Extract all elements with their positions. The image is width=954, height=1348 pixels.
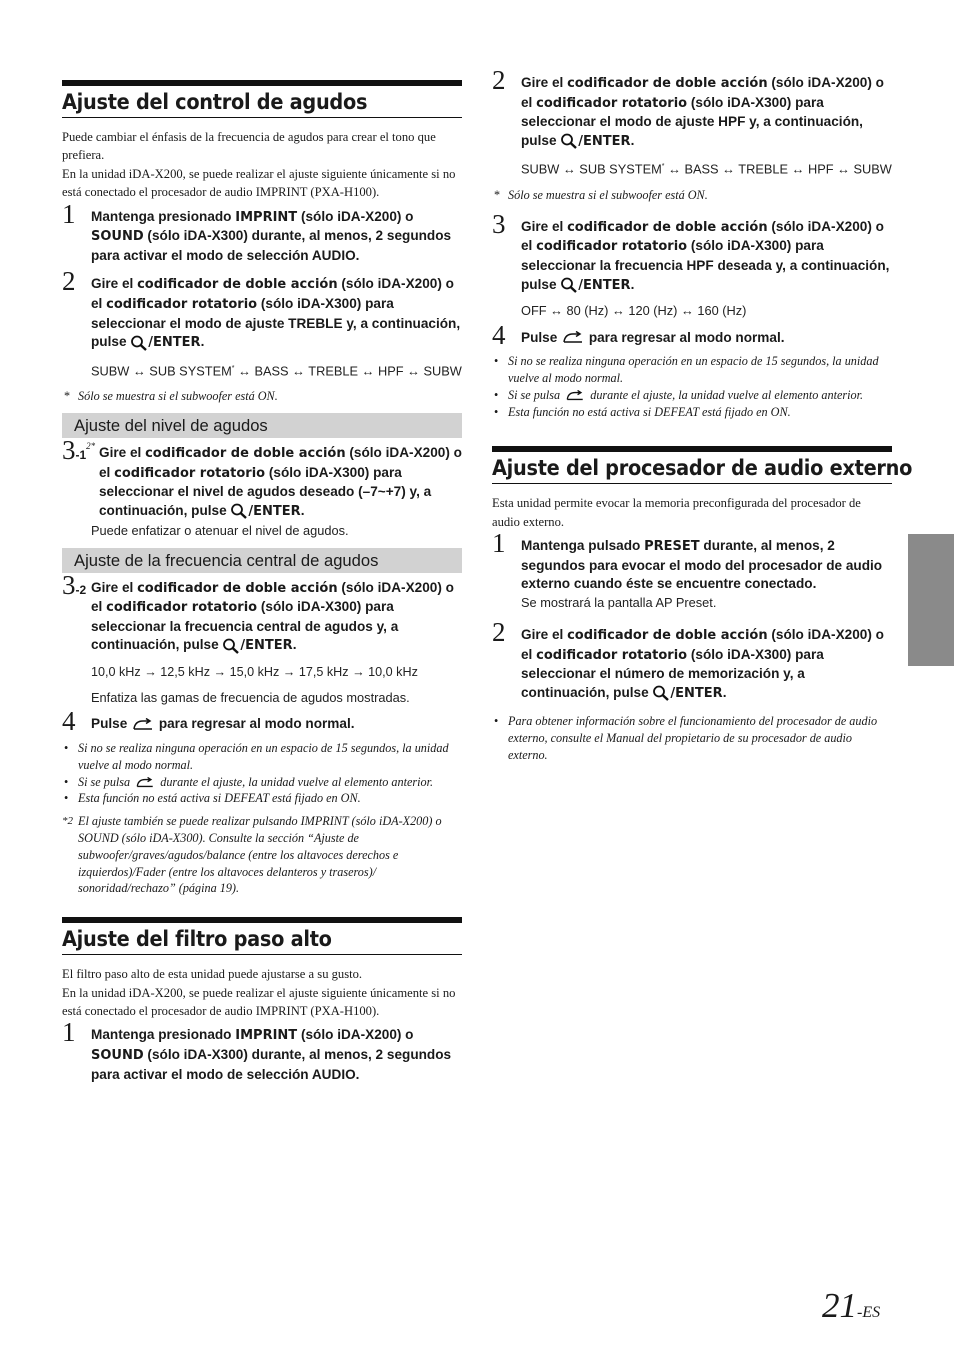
return-arrow-icon [563,390,587,402]
return-arrow-icon [561,331,585,345]
step-text: Pulse para regresar al modo normal. [91,716,355,732]
return-arrow-icon [133,777,157,789]
step-number: $3-1^{2*}$ [62,435,96,466]
notes-list [492,353,892,420]
list-item: • Si no se realiza ninguna operación en un espacio de 15 segundos, la unidad vuelve al modo normal. [64,741,449,772]
step-number: 3-2 [62,569,87,600]
notes-list [492,713,892,763]
footnote: *2 El ajuste también se puede realizar pulsando IMPRINT (sólo iDA-X200) o SOUND (sólo iDA-X300). Consulte la sección “Ajuste de subwoofer/graves/agudos/balance (entre los altavoces derechos e izquierdos)/Fader (entre los altavoces delanteros y traseros)/ sonoridad/rechazo” (página 19). [62,814,442,896]
step-text: Gire el codificador de doble acción (sólo iDA-X200) o el codificador rotatorio (sólo iDA-X300) para seleccionar el número de memorización y, a continuación, pulse /ENTER. [521,627,884,701]
step-text: Pulse para regresar al modo normal. [521,329,785,345]
list-item: • Esta función no está activa si DEFEAT está fijado en ON. [494,404,791,419]
section-title: Ajuste del procesador de audio externo [492,456,913,481]
subsection-heading: Ajuste del nivel de agudos [62,413,462,438]
step-text: Gire el codificador de doble acción (sólo iDA-X200) o el codificador rotatorio (sólo iDA-X300) para seleccionar la frecuencia central de agudos y, a continuación, pulse /ENTER. [91,579,454,654]
step-3 [492,208,892,295]
intro-paragraph: En la unidad iDA-X200, se puede realizar el ajuste siguiente únicamente si no está conectado el procesador de audio IMPRINT (PXA-H100). [62,166,456,200]
step-text: Gire el codificador de doble acción (sólo iDA-X200) o el codificador rotatorio (sólo iDA-X300) para seleccionar el modo de ajuste HPF y, a continuación, pulse /ENTER. [521,75,884,149]
chapter-tab [908,534,954,666]
subsection-heading: Ajuste de la frecuencia central de agudos [62,548,462,573]
asterisk-note: * Sólo se muestra si el subwoofer está ON. [494,188,708,203]
step-text: Mantenga presionado IMPRINT (sólo iDA-X200) o SOUND (sólo iDA-X300) durante, al menos, 2 segundos para activar el modo de selección AUDIO. [91,208,452,263]
search-icon [652,685,670,701]
section-heading [62,80,462,118]
intro-paragraph: En la unidad iDA-X200, se puede realizar el ajuste siguiente únicamente si no está conectado el procesador de audio IMPRINT (PXA-H100). [62,985,456,1018]
mode-sequence: SUBW ↔ SUB SYSTEM* ↔ BASS ↔ TREBLE ↔ HPF ↔ SUBW [521,161,892,177]
step-number: 2 [62,266,76,297]
step-number: 1 [62,1017,76,1048]
step-2 [492,617,892,703]
section-heading [492,446,913,484]
step-text: Gire el codificador de doble acción (sólo iDA-X200) o el codificador rotatorio (sólo iDA-X300) para seleccionar el nivel de agudos deseado (–7~+7) y, a continuación, pulse /ENTER. [99,445,462,520]
section-title: Ajuste del filtro paso alto [62,927,332,952]
step-3-2 [62,569,462,656]
mode-sequence: SUBW ↔ SUB SYSTEM* ↔ BASS ↔ TREBLE ↔ HPF ↔ SUBW [91,363,462,379]
frequency-sequence: 10,0 kHz → 12,5 kHz → 15,0 kHz → 17,5 kHz → 10,0 kHz [91,665,418,679]
frequency-sequence: OFF ↔ 80 (Hz) ↔ 120 (Hz) ↔ 160 (Hz) [521,303,747,319]
step-note: Se mostrará la pantalla AP Preset. [521,595,717,610]
section-title: Ajuste del control de agudos [62,90,368,114]
step-number: 1 [492,528,506,559]
step-3-1 [62,435,462,521]
search-icon [130,335,148,351]
step-note: Enfatiza las gamas de frecuencia de agudos mostradas. [91,690,410,706]
step-number: 1 [62,198,76,229]
step-4 [492,319,892,350]
list-item: • Si no se realiza ninguna operación en un espacio de 15 segundos, la unidad vuelve al modo normal. [494,354,879,386]
step-text: Gire el codificador de doble acción (sólo iDA-X200) o el codificador rotatorio (sólo iDA-X300) para seleccionar la frecuencia HPF deseada y, a continuación, pulse /ENTER. [521,218,890,293]
search-icon [230,503,248,519]
step-number: 2 [492,617,506,647]
step-2 [62,266,462,352]
page-number: 21-ES [822,1286,881,1325]
intro-paragraph: Esta unidad permite evocar la memoria preconfigurada del procesador de audio externo. [492,496,861,529]
step-text: Mantenga pulsado PRESET durante, al menos, 2 segundos para evocar el modo del procesador de audio externo cuando éste se encuentre conectado. [521,538,883,592]
right-column [492,65,913,764]
step-text: Gire el codificador de doble acción (sólo iDA-X200) o el codificador rotatorio (sólo iDA-X300) para seleccionar el modo de ajuste TREBLE y, a continuación, pulse /ENTER. [91,276,461,351]
step-note: Puede enfatizar o atenuar el nivel de agudos. [91,522,349,538]
step-number: 2 [492,65,506,95]
list-item: • Si se pulsa durante el ajuste, la unidad vuelve al elemento anterior. [64,774,434,789]
list-item: • Esta función no está activa si DEFEAT está fijado en ON. [64,791,361,806]
step-number: 3 [492,208,506,239]
list-item: • Si se pulsa durante el ajuste, la unidad vuelve al elemento anterior. [494,387,864,402]
left-column [62,80,462,1084]
asterisk-note: * Sólo se muestra si el subwoofer está ON. [64,389,278,404]
step-1 [62,1017,462,1084]
search-icon [560,133,578,149]
step-4 [62,706,462,737]
section-heading [62,917,462,955]
return-arrow-icon [131,718,155,732]
intro-paragraph: El filtro paso alto de esta unidad puede ajustarse a su gusto. [62,967,363,982]
step-text: Mantenga presionado IMPRINT (sólo iDA-X200) o SOUND (sólo iDA-X300) durante, al menos, 2 segundos para activar el modo de selección AUDIO. [91,1027,452,1082]
step-2 [492,65,892,151]
search-icon [222,638,240,654]
intro-paragraph: Puede cambiar el énfasis de la frecuencia de agudos para crear el tono que prefiera. [62,130,436,163]
step-number: 4 [62,706,76,737]
step-1 [62,198,462,266]
search-icon [560,277,578,293]
step-1 [492,528,892,594]
list-item: • Para obtener información sobre el funcionamiento del procesador de audio externo, consulte el Manual del propietario de su procesador de audio externo. [494,714,878,762]
notes-list [62,740,462,897]
step-number: 4 [492,319,506,350]
